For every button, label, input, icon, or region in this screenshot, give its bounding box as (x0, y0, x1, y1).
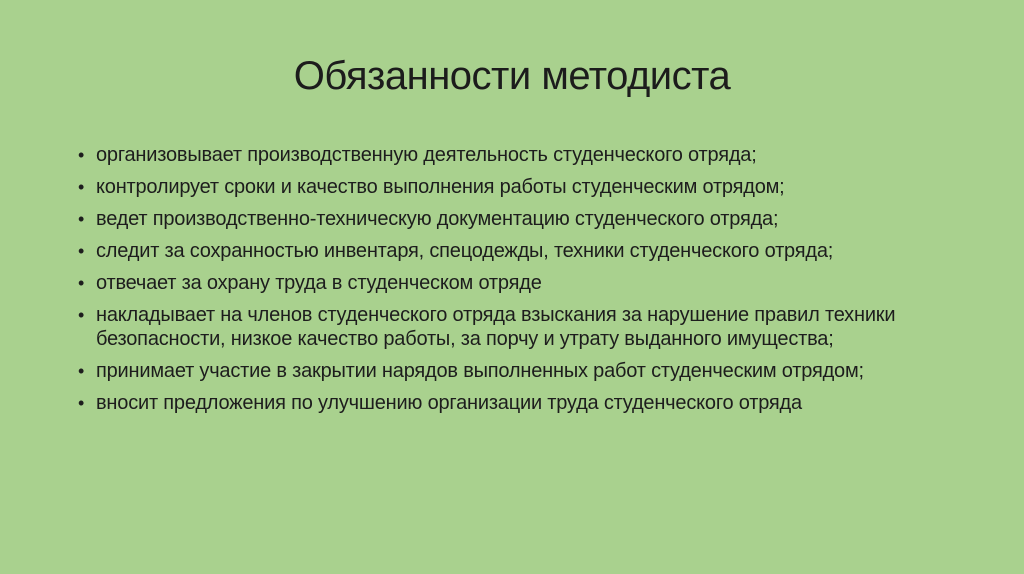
bullet-text: отвечает за охрану труда в студенческом отряде (96, 272, 542, 294)
bullet-marker-icon: • (78, 177, 85, 197)
bullet-text: вносит предложения по улучшению организации труда студенческого отряда (96, 392, 802, 414)
bullet-marker-icon: • (78, 305, 85, 325)
bullet-marker-icon: • (78, 241, 85, 261)
bullet-marker-icon: • (78, 273, 85, 293)
bullet-item (78, 207, 906, 231)
bullet-marker-icon: • (78, 393, 85, 413)
bullet-item (78, 175, 906, 199)
bullet-list (0, 143, 1024, 415)
bullet-item (78, 143, 906, 167)
bullet-text: ведет производственно-техническую документацию студенческого отряда; (96, 208, 779, 230)
bullet-item (78, 303, 906, 351)
bullet-text: принимает участие в закрытии нарядов выполненных работ студенческим отрядом; (96, 360, 864, 382)
bullet-item (78, 391, 906, 415)
bullet-text: накладывает на членов студенческого отряда взыскания за нарушение правил техники безопасности, низкое качество работы, за порчу и утрату выданного имущества; (96, 304, 896, 350)
bullet-text: следит за сохранностью инвентаря, спецодежды, техники студенческого отряда; (96, 240, 834, 262)
bullet-item (78, 359, 906, 383)
slide-title: Обязанности методиста (293, 54, 731, 98)
bullet-marker-icon: • (78, 145, 85, 165)
bullet-marker-icon: • (78, 361, 85, 381)
bullet-item (78, 271, 906, 295)
bullet-item (78, 239, 906, 263)
bullet-text: организовывает производственную деятельность студенческого отряда; (96, 144, 757, 166)
bullet-marker-icon: • (78, 209, 85, 229)
bullet-text: контролирует сроки и качество выполнения работы студенческим отрядом; (96, 176, 785, 198)
